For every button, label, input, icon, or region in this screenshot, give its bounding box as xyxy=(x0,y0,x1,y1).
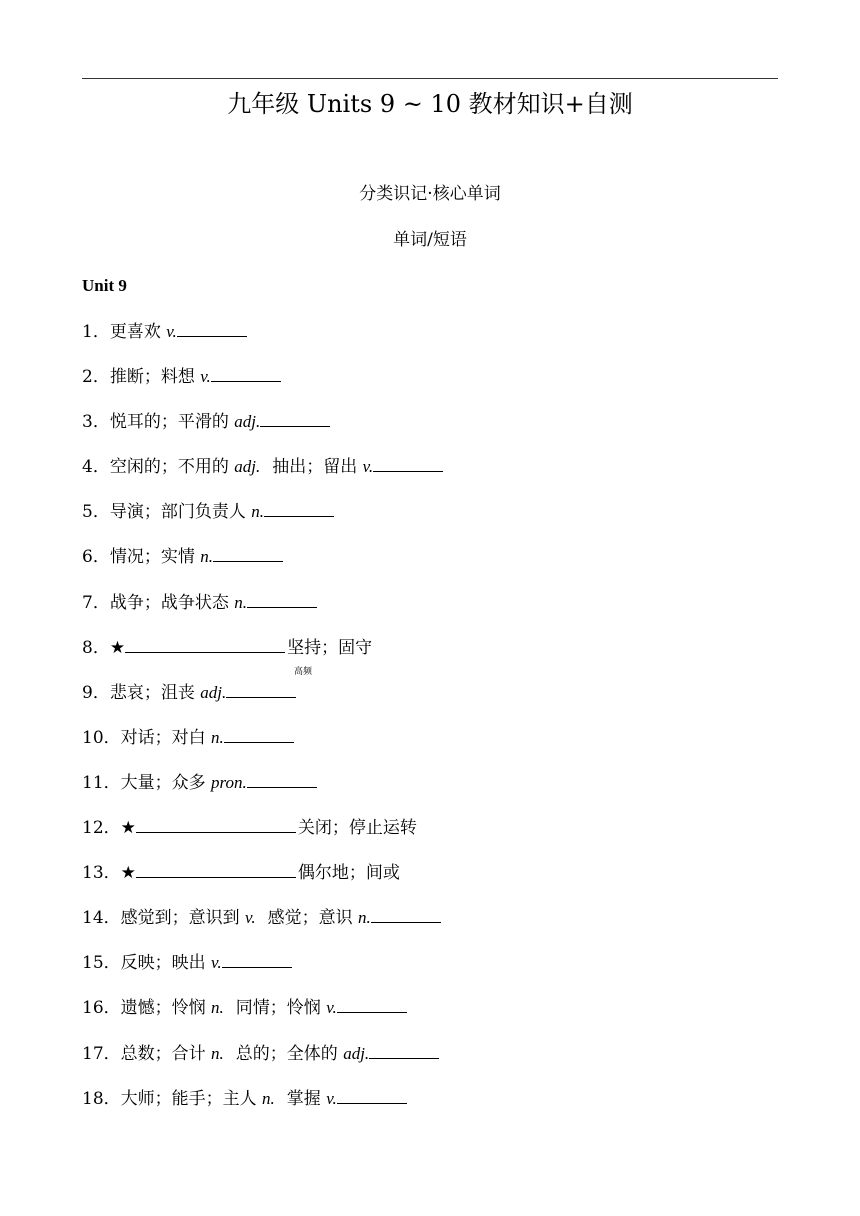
item-meaning-2: 总的；全体的 xyxy=(235,1043,344,1064)
part-of-speech-2: v. xyxy=(326,1088,337,1108)
section-subtitle: 单词/短语 xyxy=(393,230,467,250)
item-number: 10． xyxy=(82,727,121,748)
answer-blank[interactable] xyxy=(213,543,283,562)
answer-blank[interactable] xyxy=(136,859,296,878)
vocab-item xyxy=(82,543,782,588)
vocab-item xyxy=(82,904,782,949)
answer-blank[interactable] xyxy=(373,453,443,472)
part-of-speech: n. xyxy=(211,998,224,1018)
part-of-speech: v. xyxy=(211,953,222,973)
vocab-item xyxy=(82,1040,782,1085)
part-of-speech: pron. xyxy=(211,772,247,792)
item-meaning: 悲哀；沮丧 xyxy=(109,682,201,703)
answer-blank[interactable] xyxy=(136,814,296,833)
answer-blank[interactable] xyxy=(371,904,441,923)
item-number: 5． xyxy=(82,502,110,523)
item-number: 1． xyxy=(82,322,110,342)
vocab-item xyxy=(82,634,782,679)
item-number: 8． xyxy=(82,637,110,658)
answer-blank[interactable] xyxy=(337,1085,407,1104)
answer-blank[interactable] xyxy=(224,724,294,743)
answer-blank[interactable] xyxy=(260,408,330,427)
item-meaning: 战争；战争状态 xyxy=(109,592,235,613)
item-meaning: 对话；对白 xyxy=(120,727,212,748)
vocab-item xyxy=(82,498,782,543)
item-meaning-2: 抽出；留出 xyxy=(272,457,363,478)
item-number: 12． xyxy=(82,818,121,839)
part-of-speech: v. xyxy=(166,322,177,341)
vocab-item xyxy=(82,994,782,1039)
part-of-speech: adj. xyxy=(234,412,261,432)
frequency-note: 高频 xyxy=(294,666,313,677)
answer-blank[interactable] xyxy=(211,363,281,382)
part-of-speech: n. xyxy=(262,1088,275,1108)
part-of-speech-2: v. xyxy=(326,998,337,1018)
part-of-speech-2: n. xyxy=(358,908,371,928)
star-icon: ★ xyxy=(120,818,136,839)
item-number: 7． xyxy=(82,592,110,613)
part-of-speech: n. xyxy=(211,1043,224,1063)
item-meaning: 悦耳的；平滑的 xyxy=(109,412,235,433)
item-number: 14． xyxy=(82,908,121,929)
item-meaning: 偶尔地；间或 xyxy=(297,863,400,884)
vocab-item xyxy=(82,859,782,904)
vocab-item xyxy=(82,408,782,453)
part-of-speech: adj. xyxy=(200,682,227,702)
item-number: 16． xyxy=(82,998,121,1019)
top-rule xyxy=(82,78,778,79)
part-of-speech: adj. xyxy=(234,457,261,477)
vocab-list xyxy=(82,318,782,1130)
item-meaning: 推断；料想 xyxy=(109,367,201,388)
answer-blank[interactable] xyxy=(264,498,334,517)
item-number: 4． xyxy=(82,457,110,478)
item-number: 2． xyxy=(82,367,110,388)
part-of-speech-2: adj. xyxy=(343,1043,370,1063)
star-icon: ★ xyxy=(120,863,136,884)
vocab-item xyxy=(82,666,782,724)
item-meaning-2: 掌握 xyxy=(286,1088,327,1109)
item-meaning: 导演；部门负责人 xyxy=(109,502,252,523)
answer-blank[interactable] xyxy=(247,589,317,608)
vocab-item xyxy=(82,724,782,769)
item-number: 18． xyxy=(82,1088,121,1109)
item-meaning: 感觉到；意识到 xyxy=(120,908,246,929)
item-number: 6． xyxy=(82,547,110,568)
item-meaning: 空闲的；不用的 xyxy=(109,457,235,478)
item-meaning: 反映；映出 xyxy=(120,953,212,974)
section-title: 分类识记·核心单词 xyxy=(359,184,501,204)
item-meaning: 关闭；停止运转 xyxy=(297,818,417,839)
vocab-item xyxy=(82,453,782,498)
part-of-speech: n. xyxy=(211,727,224,747)
vocab-item xyxy=(82,589,782,634)
part-of-speech: n. xyxy=(200,547,213,567)
vocab-item xyxy=(82,769,782,814)
star-icon: ★ xyxy=(109,637,126,658)
item-number: 9． xyxy=(82,682,110,703)
part-of-speech: n. xyxy=(234,592,247,612)
item-number: 17． xyxy=(82,1043,121,1064)
item-meaning: 大量；众多 xyxy=(120,772,212,793)
vocab-item xyxy=(82,318,782,363)
item-meaning: 情况；实情 xyxy=(109,547,201,568)
answer-blank[interactable] xyxy=(125,634,285,653)
item-meaning: 总数；合计 xyxy=(120,1043,212,1064)
part-of-speech: v. xyxy=(245,908,256,928)
item-number: 11． xyxy=(82,772,121,793)
unit-heading: Unit 9 xyxy=(82,276,127,295)
item-number: 13． xyxy=(82,863,121,884)
page-title: 九年级 Units 9 ~ 10 教材知识+自测 xyxy=(227,90,633,118)
item-meaning: 坚持；固守 xyxy=(287,637,373,658)
item-meaning-2: 感觉；意识 xyxy=(267,908,358,929)
item-meaning-2: 同情；怜悯 xyxy=(235,998,327,1019)
answer-blank[interactable] xyxy=(222,949,292,968)
part-of-speech: n. xyxy=(251,502,264,522)
part-of-speech: v. xyxy=(200,367,211,387)
answer-blank[interactable] xyxy=(177,318,247,337)
vocab-item xyxy=(82,363,782,408)
answer-blank[interactable] xyxy=(247,769,317,788)
vocab-item xyxy=(82,814,782,859)
answer-blank[interactable] xyxy=(337,994,407,1013)
item-number: 15． xyxy=(82,953,121,974)
vocab-item xyxy=(82,949,782,994)
item-number: 3． xyxy=(82,412,110,433)
item-meaning: 大师；能手；主人 xyxy=(120,1088,263,1109)
item-meaning: 更喜欢 xyxy=(109,322,167,342)
item-meaning: 遗憾；怜悯 xyxy=(120,998,212,1019)
answer-blank[interactable] xyxy=(369,1040,439,1059)
answer-blank[interactable] xyxy=(226,679,296,698)
vocab-item xyxy=(82,1085,782,1130)
part-of-speech-2: v. xyxy=(362,457,374,477)
